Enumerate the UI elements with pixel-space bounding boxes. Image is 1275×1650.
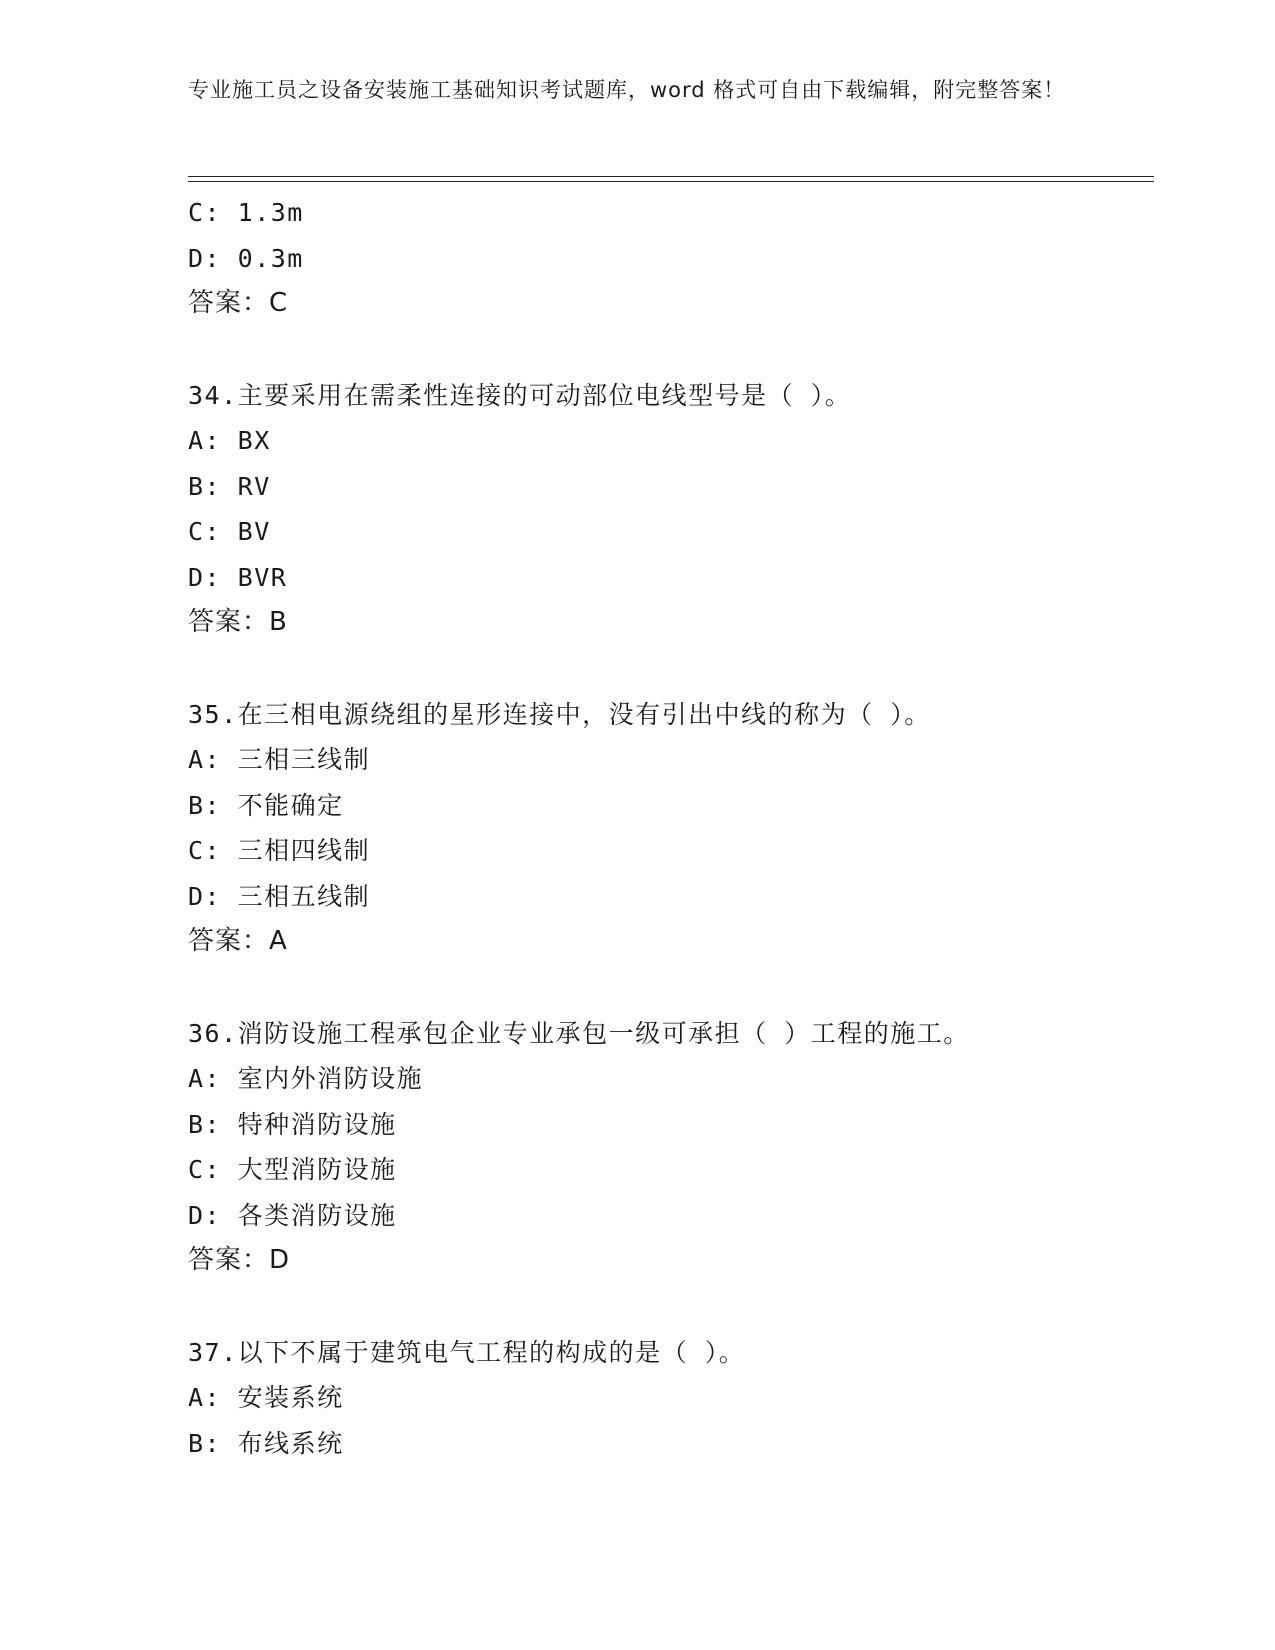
question-stem: 37.以下不属于建筑电气工程的构成的是（ ）。 — [188, 1337, 746, 1367]
header-divider-top — [188, 176, 1154, 177]
option-b: B: RV — [188, 471, 271, 501]
option-a: A: 安装系统 — [188, 1383, 344, 1412]
option-c: C: BV — [188, 517, 271, 546]
option-c: C: 1.3m — [188, 198, 304, 227]
document-body — [188, 190, 1154, 1466]
option-a: A: 室内外消防设施 — [188, 1064, 424, 1093]
answer-line: 答案：D — [188, 1245, 291, 1275]
question-35 — [188, 692, 1154, 965]
option-d: D: 三相五线制 — [188, 881, 371, 911]
option-d: D: 0.3m — [188, 243, 304, 273]
option-a: A: BX — [188, 426, 271, 455]
question-stem: 35.在三相电源绕组的星形连接中，没有引出中线的称为（ ）。 — [188, 699, 931, 729]
question-36 — [188, 1011, 1154, 1284]
header-divider-bottom — [188, 181, 1154, 182]
question-34 — [188, 373, 1154, 646]
header-title: 专业施工员之设备安装施工基础知识考试题库，word 格式可自由下载编辑，附完整答案！ — [188, 78, 1066, 102]
answer-line: 答案：A — [188, 926, 288, 956]
option-c: C: 大型消防设施 — [188, 1155, 397, 1184]
option-b: B: 布线系统 — [188, 1428, 344, 1458]
question-stem: 36.消防设施工程承包企业专业承包一级可承担（ ）工程的施工。 — [188, 1018, 970, 1048]
answer-line: 答案：B — [188, 607, 288, 637]
option-b: B: 不能确定 — [188, 790, 344, 820]
option-d: D: 各类消防设施 — [188, 1200, 397, 1230]
option-c: C: 三相四线制 — [188, 836, 371, 865]
option-d: D: BVR — [188, 562, 288, 592]
document-header — [188, 74, 1068, 106]
option-a: A: 三相三线制 — [188, 745, 371, 774]
question-stem: 34.主要采用在需柔性连接的可动部位电线型号是（ ）。 — [188, 380, 852, 410]
question-37 — [188, 1330, 1154, 1467]
question-fragment — [188, 190, 1154, 327]
answer-line: 答案：C — [188, 288, 289, 318]
option-b: B: 特种消防设施 — [188, 1109, 397, 1139]
